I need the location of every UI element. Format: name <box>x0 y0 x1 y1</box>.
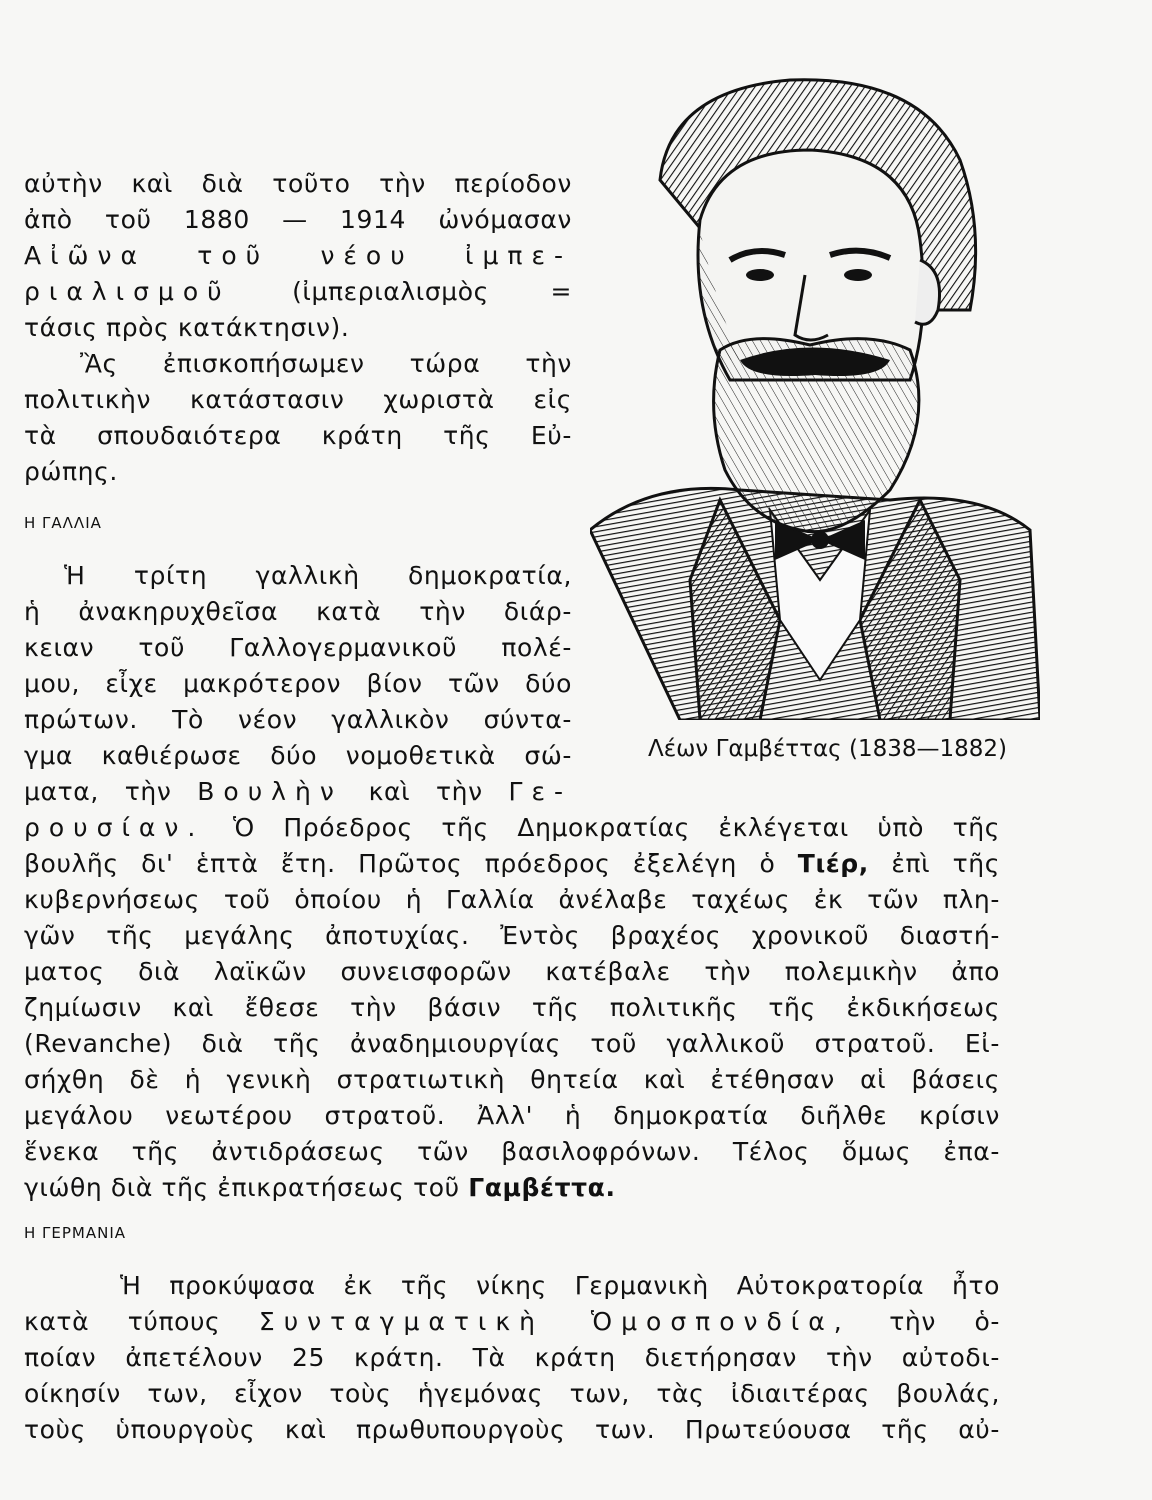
text-line: πολιτικὴν κατάστασιν χωριστὰ εἰς <box>24 385 572 414</box>
text-line: μου, εἶχε μακρότερον βίον τῶν δύο <box>24 669 572 698</box>
text-span: Ὁ Πρόεδρος τῆς Δημοκρατίας ἐκλέγεται ὑπὸ τῆς <box>232 813 1000 842</box>
text-line: αὐτὴν καὶ διὰ τοῦτο τὴν περίοδον <box>24 169 572 198</box>
text-span: γιώθη διὰ τῆς ἐπικρατήσεως τοῦ <box>24 1173 460 1202</box>
text-line: γῶν τῆς μεγάλης ἀποτυχίας. Ἐντὸς βραχέος χρονικοῦ διαστή- <box>24 921 1000 950</box>
text-span: καὶ τὴν <box>368 777 483 806</box>
text-span: τὴν ὁ- <box>889 1307 1000 1336</box>
text-line-spaced: Αἰῶνα τοῦ νέου ἰμπε- <box>24 241 572 270</box>
spaced-term: Γε- <box>508 777 573 806</box>
text-line: τοὺς ὑπουργοὺς καὶ πρωθυπουργοὺς των. Πρωτεύουσα τῆς αὐ- <box>24 1415 1000 1444</box>
bold-name: Γαμβέττα. <box>468 1173 616 1202</box>
text-span: βουλῆς δι' ἑπτὰ ἔτη. Πρῶτος πρόεδρος ἐξελέγη ὁ <box>24 849 776 878</box>
text-line: Ἡ προκύψασα ἐκ τῆς νίκης Γερμανικὴ Αὐτοκρατορία ἦτο <box>120 1271 1000 1300</box>
spaced-term: ριαλισμοῦ <box>24 277 231 306</box>
text-line: οίκησίν των, εἶχον τοὺς ἡγεμόνας των, τὰς ἰδιαιτέρας βουλάς, <box>24 1379 1000 1408</box>
text-line: σήχθη δὲ ἡ γενικὴ στρατιωτικὴ θητεία καὶ ἐτέθησαν αἱ βάσεις <box>24 1065 1000 1094</box>
portrait-caption: Λέων Γαμβέττας (1838—1882) <box>648 736 1007 762</box>
text-line <box>24 1170 1000 1206</box>
text-line: πρώτων. Τὸ νέον γαλλικὸν σύντα- <box>24 705 572 734</box>
text-line: ἕνεκα τῆς ἀντιδράσεως τῶν βασιλοφρόνων. Τέλος ὅμως ἐπα- <box>24 1137 1000 1166</box>
text-line: μεγάλου νεωτέρου στρατοῦ. Ἀλλ' ἡ δημοκρατία διῆλθε κρίσιν <box>24 1101 1000 1130</box>
text-line: κυβερνήσεως τοῦ ὁποίου ἡ Γαλλία ἀνέλαβε ταχέως ἐκ τῶν πλη- <box>24 885 1000 914</box>
text-line: ζημίωσιν καὶ ἔθεσε τὴν βάσιν τῆς πολιτικῆς τῆς ἐκδικήσεως <box>24 993 1000 1022</box>
text-line: ἡ ἀνακηρυχθεῖσα κατὰ τὴν διάρ- <box>24 597 572 626</box>
text-line: Ἂς ἐπισκοπήσωμεν τώρα τὴν <box>80 349 572 378</box>
section-heading-germany: Η ΓΕΡΜΑΝΙΑ <box>24 1224 127 1242</box>
text-line: τὰ σπουδαιότερα κράτη τῆς Εὐ- <box>24 421 572 450</box>
text-line <box>24 774 572 810</box>
text-line <box>24 274 572 310</box>
text-line <box>24 846 1000 882</box>
text-line: τάσις πρὸς κατάκτησιν). <box>24 313 350 342</box>
text-span: (ἰμπεριαλισμὸς = <box>292 277 572 306</box>
bold-name: Τιέρ, <box>797 849 869 878</box>
section-heading-france: Η ΓΑΛΛΙΑ <box>24 514 102 532</box>
spaced-term: Συνταγματικὴ Ὁμοσπονδία, <box>258 1307 851 1336</box>
gambetta-portrait-image <box>590 60 1040 720</box>
text-line: κειαν τοῦ Γαλλογερμανικοῦ πολέ- <box>24 633 572 662</box>
text-line: ρώπης. <box>24 457 118 486</box>
text-line: γμα καθιέρωσε δύο νομοθετικὰ σώ- <box>24 741 572 770</box>
text-line: (Revanche) διὰ τῆς ἀναδημιουργίας τοῦ γαλλικοῦ στρατοῦ. Εἰ- <box>24 1029 1000 1058</box>
text-line: ἀπὸ τοῦ 1880 — 1914 ὠνόμασαν <box>24 205 572 234</box>
text-line: ποίαν ἀπετέλουν 25 κράτη. Τὰ κράτη διετήρησαν τὴν αὐτοδι- <box>24 1343 1000 1372</box>
text-line: ματος διὰ λαϊκῶν συνεισφορῶν κατέβαλε τὴν πολεμικὴν ἀπο <box>24 957 1000 986</box>
text-span: ἐπὶ τῆς <box>891 849 1001 878</box>
spaced-term: Βουλὴν <box>197 777 343 806</box>
text-span: ματα, τὴν <box>24 777 172 806</box>
text-span: κατὰ τύπους <box>24 1307 221 1336</box>
spaced-term: ρουσίαν. <box>24 813 205 842</box>
text-line: Ἡ τρίτη γαλλικὴ δημοκρατία, <box>64 561 572 590</box>
text-line <box>24 810 1000 846</box>
text-line <box>24 1304 1000 1340</box>
